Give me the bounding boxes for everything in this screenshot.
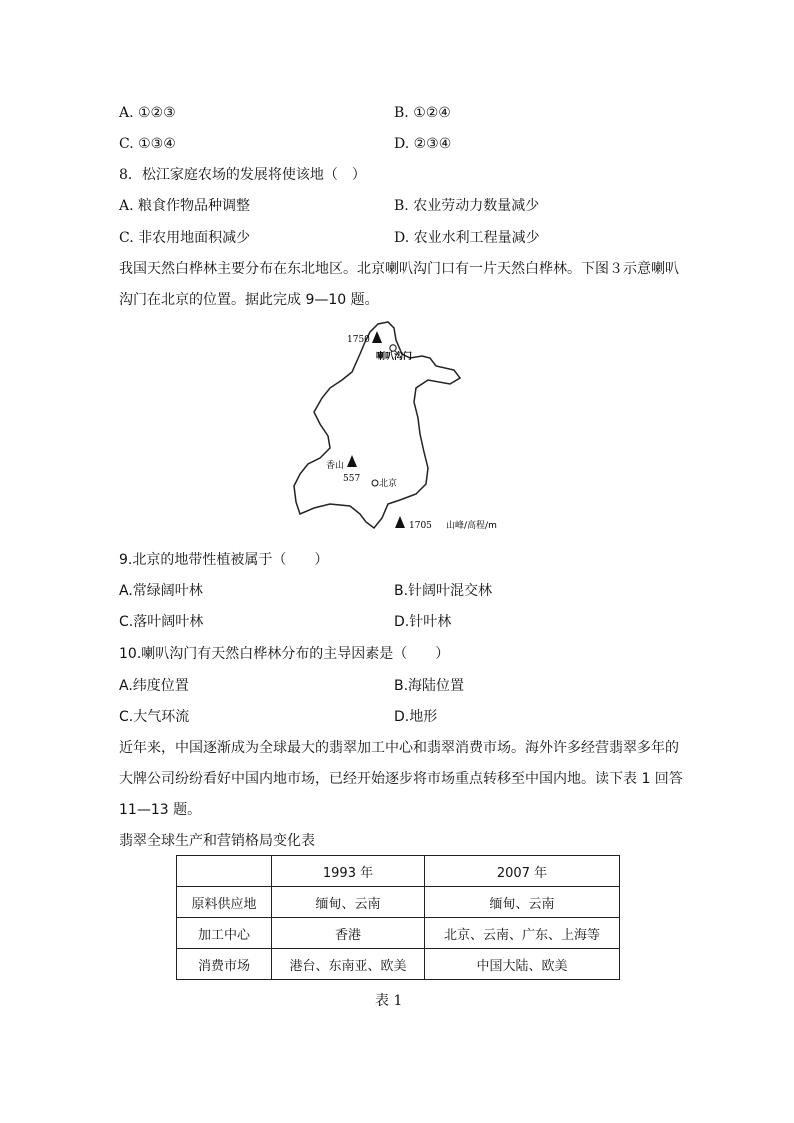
q9-option-c: C.落叶阔叶林: [119, 614, 204, 630]
q10-option-a: A.纬度位置: [119, 678, 189, 694]
beijing-marker-icon: [372, 480, 378, 486]
jade-table: [176, 855, 620, 980]
legend-label: 山峰/高程/m: [446, 521, 497, 531]
q10-option-c: C.大气环流: [119, 709, 190, 725]
table-header-cell: [177, 856, 272, 887]
labahoumen-marker-icon: [390, 345, 396, 351]
table-row: [177, 949, 620, 980]
table-cell: 缅甸、云南: [425, 887, 620, 918]
table-cell: 香港: [272, 918, 425, 949]
beijing-label: 北京: [379, 479, 398, 489]
legend-elevation: 1705: [409, 521, 432, 531]
table-row-label: 加工中心: [177, 918, 272, 949]
table-cell: 缅甸、云南: [272, 887, 425, 918]
q10-stem: 10.喇叭沟门有天然白桦林分布的主导因素是（ ）: [119, 646, 450, 662]
table-cell: 港台、东南亚、欧美: [272, 949, 425, 980]
q8-option-b: B. 农业劳动力数量减少: [394, 198, 540, 214]
q8-option-a: A. 粮食作物品种调整: [119, 198, 251, 214]
table-title: 翡翠全球生产和营销格局变化表: [119, 833, 315, 849]
q7-option-a: A. ①②③: [119, 105, 176, 121]
q10-option-d: D.地形: [394, 709, 438, 725]
q8-option-c: C. 非农用地面积减少: [119, 230, 251, 246]
table-header-cell: 1993 年: [272, 856, 425, 887]
q9-option-d: D.针叶林: [394, 614, 452, 630]
xiangshan-elevation: 557: [343, 474, 361, 484]
q8-option-d: D. 农业水利工程量减少: [394, 230, 540, 246]
intro-11-13-line2: 大牌公司纷纷看好中国内地市场，已经开始逐步将市场重点转移至中国内地。读下表 1 回答: [119, 771, 683, 787]
table-caption: 表 1: [375, 993, 403, 1009]
peak-north-icon: [372, 331, 382, 343]
table-row: [177, 887, 620, 918]
q8-stem: 8．松江家庭农场的发展将使该地（ ）: [119, 167, 366, 183]
q7-option-c: C. ①③④: [119, 136, 176, 152]
labahoumen-label: 喇叭沟门: [376, 352, 413, 362]
peak-north-elevation: 1750: [347, 335, 370, 345]
beijing-map: [290, 318, 510, 533]
table-row-label: 消费市场: [177, 949, 272, 980]
table-cell: 中国大陆、欧美: [425, 949, 620, 980]
peak-xiangshan-icon: [347, 455, 357, 467]
table-row-label: 原料供应地: [177, 887, 272, 918]
q7-option-b: B. ①②④: [394, 105, 451, 121]
q9-option-a: A.常绿阔叶林: [119, 583, 203, 599]
table-header-cell: 2007 年: [425, 856, 620, 887]
q9-stem: 9.北京的地带性植被属于（ ）: [119, 552, 329, 568]
intro-11-13-line1: 近年来，中国逐渐成为全球最大的翡翠加工中心和翡翠消费市场。海外许多经营翡翠多年的: [119, 740, 679, 756]
q10-option-b: B.海陆位置: [394, 678, 465, 694]
q9-option-b: B.针阔叶混交林: [394, 583, 493, 599]
table-cell: 北京、云南、广东、上海等: [425, 918, 620, 949]
table-row: [177, 918, 620, 949]
intro-9-10-line2: 沟门在北京的位置。据此完成 9—10 题。: [119, 292, 379, 308]
intro-11-13-line3: 11—13 题。: [119, 802, 202, 818]
legend-peak-icon: [395, 516, 405, 528]
q7-option-d: D. ②③④: [394, 136, 452, 152]
table-header-row: [177, 856, 620, 887]
intro-9-10-line1: 我国天然白桦林主要分布在东北地区。北京喇叭沟门口有一片天然白桦林。下图３示意喇叭: [119, 261, 679, 277]
xiangshan-label: 香山: [326, 461, 345, 471]
